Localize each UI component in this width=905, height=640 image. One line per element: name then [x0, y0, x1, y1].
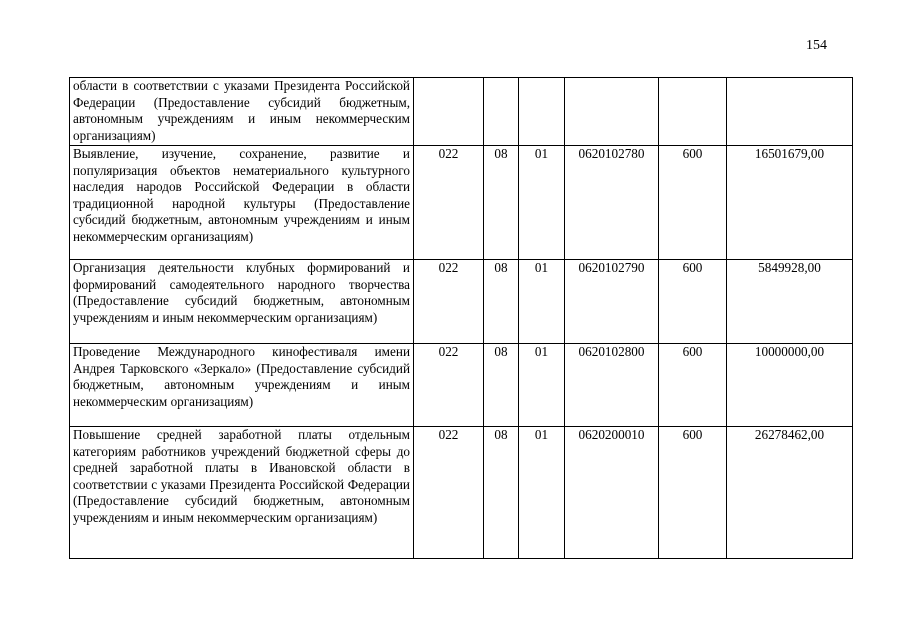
amount-cell: 16501679,00 — [727, 146, 853, 260]
target-article-cell: 0620102780 — [565, 146, 659, 260]
section-code-cell: 08 — [484, 146, 519, 260]
budget-table — [69, 77, 853, 559]
page-number: 154 — [806, 38, 827, 53]
expense-type-cell — [659, 78, 727, 146]
expense-name-cell: Выявление, изучение, сохранение, развитие и популяризация объектов нематериального культурного наследия народов Российской Федерации в области традиционной народной культуры (Предоставление субсидий бюджетным, автономным учреждениям и иным некоммерческим организациям) — [70, 146, 414, 260]
ministry-code-cell: 022 — [414, 146, 484, 260]
expense-name-cell: Проведение Международного кинофестиваля имени Андрея Тарковского «Зеркало» (Предоставление субсидий бюджетным, автономным учреждениям и иным некоммерческим организациям) — [70, 344, 414, 427]
ministry-code-cell: 022 — [414, 344, 484, 427]
section-code-cell: 08 — [484, 260, 519, 344]
amount-cell: 26278462,00 — [727, 427, 853, 559]
table-row — [70, 344, 853, 427]
table-row — [70, 260, 853, 344]
expense-name-cell: Организация деятельности клубных формирований и формирований самодеятельного народного творчества (Предоставление субсидий бюджетным, автономным учреждениям и иным некоммерческим организациям) — [70, 260, 414, 344]
subsection-code-cell: 01 — [519, 260, 565, 344]
amount-cell: 5849928,00 — [727, 260, 853, 344]
expense-type-cell: 600 — [659, 427, 727, 559]
ministry-code-cell: 022 — [414, 260, 484, 344]
subsection-code-cell — [519, 78, 565, 146]
table-row — [70, 427, 853, 559]
subsection-code-cell: 01 — [519, 344, 565, 427]
amount-cell: 10000000,00 — [727, 344, 853, 427]
target-article-cell: 0620102800 — [565, 344, 659, 427]
ministry-code-cell — [414, 78, 484, 146]
subsection-code-cell: 01 — [519, 146, 565, 260]
expense-type-cell: 600 — [659, 260, 727, 344]
ministry-code-cell: 022 — [414, 427, 484, 559]
expense-name-cell: Повышение средней заработной платы отдельным категориям работников учреждений бюджетной сферы до средней заработной платы в Ивановской области в соответствии с указами Президента Российской Федерации (Предоставление субсидий бюджетным, автономным учреждениям и иным некоммерческим организациям) — [70, 427, 414, 559]
section-code-cell: 08 — [484, 427, 519, 559]
subsection-code-cell: 01 — [519, 427, 565, 559]
section-code-cell — [484, 78, 519, 146]
amount-cell — [727, 78, 853, 146]
target-article-cell: 0620102790 — [565, 260, 659, 344]
expense-name-cell: области в соответствии с указами Президента Российской Федерации (Предоставление субсидий бюджетным, автономным учреждениям и иным некоммерческим организациям) — [70, 78, 414, 146]
table-row — [70, 146, 853, 260]
target-article-cell — [565, 78, 659, 146]
table-row — [70, 78, 853, 146]
expense-type-cell: 600 — [659, 344, 727, 427]
section-code-cell: 08 — [484, 344, 519, 427]
target-article-cell: 0620200010 — [565, 427, 659, 559]
expense-type-cell: 600 — [659, 146, 727, 260]
